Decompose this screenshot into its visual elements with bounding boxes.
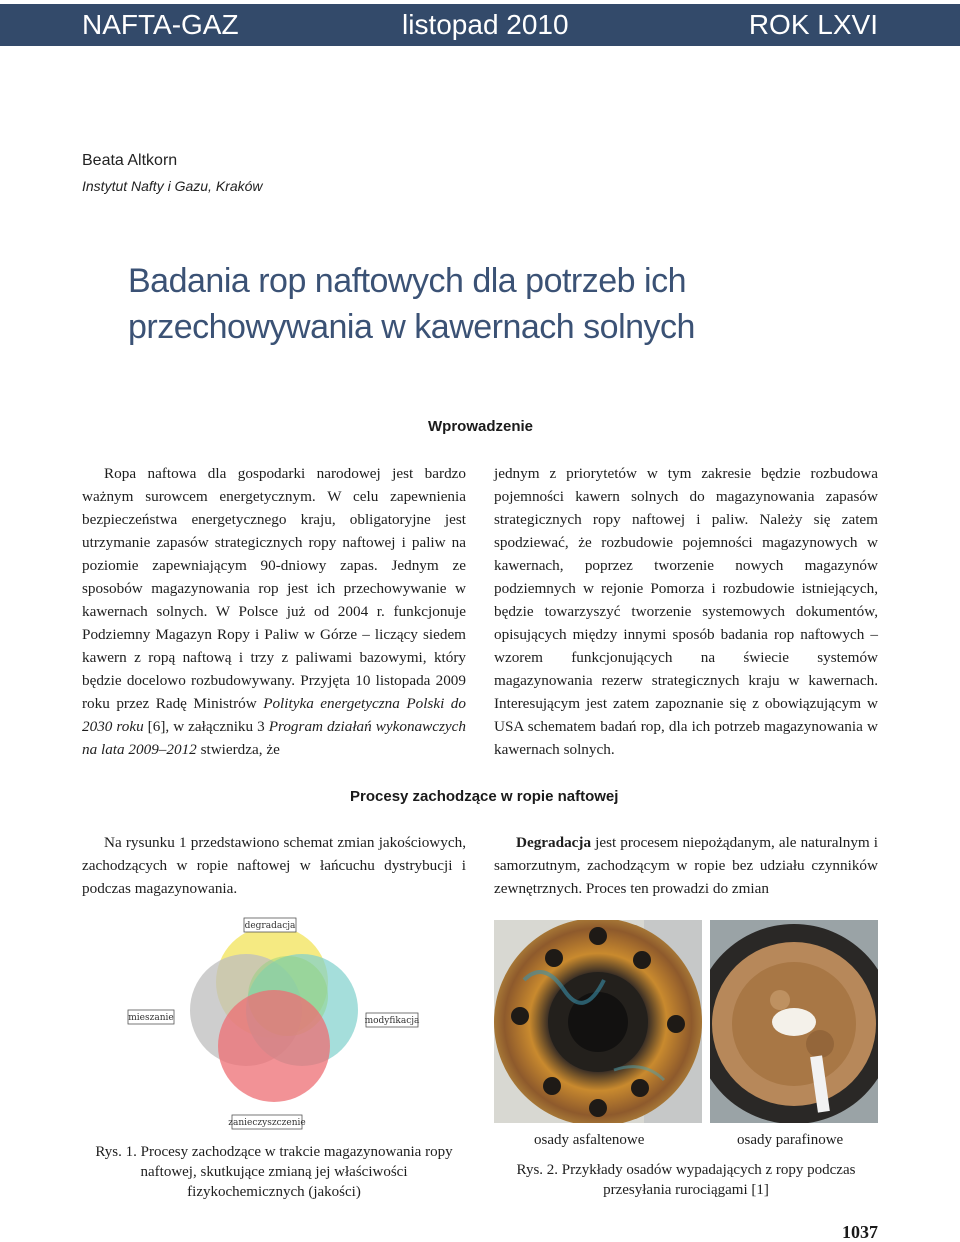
author-affiliation: Instytut Nafty i Gazu, Kraków — [82, 178, 263, 194]
journal-volume: ROK LXVI — [748, 9, 878, 40]
title-line-1: Badania rop naftowych dla potrzeb ich — [128, 262, 686, 300]
journal-name: NAFTA-GAZ — [82, 9, 239, 40]
label-mixing: mieszanie — [128, 1013, 174, 1023]
intro-continuation: jednym z priorytetów w tym zakresie będzie rozbudowa pojemności kawern solnych do magazynowania zapasów strategicznych ropy naftowej i paliw. Należy się zatem spodziewać, że rozbudowie pojemności magazynowych w kawernach, poprzez tworzenie nowych magazynów podziemnych w rejonie Pomorza i rozbudowie istniejących, będzie towarzyszyć tworzenie systemowych dokumentów, opisujących między innymi sposób badania rop naftowych – wzorem funkcjonujących na świecie systemów magazynowania rezerw strategicznych kraju w kawernach. Interesującym jest zatem zapoznanie się z obowiązującym w USA schematem badań rop, dla ich potrzeb magazynowania w kawernach solnych. — [494, 465, 878, 758]
page-number: 1037 — [842, 1222, 878, 1242]
asphaltene-pipe-image — [494, 920, 702, 1123]
processes-left-column — [82, 831, 466, 900]
venn-circle-contamination — [218, 990, 330, 1102]
processes-right-column — [494, 831, 878, 900]
title-line-2: przechowywania w kawernach solnych — [128, 308, 695, 346]
photo-label-paraffin: osady parafinowe — [737, 1132, 844, 1148]
venn-svg — [120, 912, 440, 1134]
label-box-modification — [365, 1013, 420, 1027]
section-heading-intro: Wprowadzenie — [428, 418, 534, 435]
label-modification: modyfikacja — [364, 1016, 420, 1026]
figure-1-venn-diagram — [120, 912, 440, 1134]
photo-asphaltene-deposits — [494, 920, 702, 1123]
label-degradation: degradacja — [244, 921, 296, 931]
section-heading-processes: Procesy zachodzące w ropie naftowej — [350, 788, 619, 805]
degradation-text: jest procesem niepożądanym, ale naturalnym i samorzutnym, zachodzącym w ropie bez udziału czynników zewnętrznych. Proces ten prowadzi do zmian — [494, 834, 878, 897]
processes-paragraph: Na rysunku 1 przedstawiono schemat zmian jakościowych, zachodzących w ropie naftowej w łańcuchu dystrybucji i podczas magazynowania. — [82, 834, 466, 897]
label-contamination: zanieczyszczenie — [228, 1118, 306, 1128]
intro-right-column — [494, 462, 878, 761]
intro-text-a: Ropa naftowa dla gospodarki narodowej jest bardzo ważnym surowcem energetycznym. W celu zapewnienia bezpieczeństwa energetycznego kraju, obligatoryjne jest utrzymanie zapasów strategicznych ropy naftowej i paliw na poziomie zapewniającym 90-dniowy zapas. Jednym ze sposobów magazynowania rop jest ich przechowywanie w kawernach solnych. W Polsce już od 2004 r. funkcjonuje Podziemny Magazyn Ropy i Paliw w Górze – liczący siedem kawern z ropą naftową i trzy z paliwami bazowymi, który będzie docelowo rozbudowywany. Przyjęta 10 listopada 2009 roku przez Radę Ministrów — [82, 465, 466, 712]
intro-cited-title-2: Program działań wykonawczych na lata 2009–2012 — [82, 718, 466, 758]
label-box-contamination — [228, 1115, 305, 1129]
photo-label-asphaltene: osady asfaltenowe — [534, 1132, 645, 1148]
paper-title — [128, 258, 848, 350]
photo-paraffin-deposits — [710, 920, 878, 1123]
issue-date: listopad 2010 — [402, 9, 569, 40]
figure-2-caption: Rys. 2. Przykłady osadów wypadających z ropy podczas przesyłania rurociągami [1] — [516, 1162, 856, 1198]
paraffin-pipe-image — [710, 920, 878, 1123]
label-box-degradation — [244, 918, 296, 932]
intro-text-b: [6], w załączniku 3 — [143, 718, 269, 735]
label-box-mixing — [128, 1010, 174, 1024]
degradation-paragraph — [494, 831, 878, 900]
intro-text-c: stwierdza, że — [196, 741, 280, 758]
journal-header — [0, 4, 960, 46]
intro-cited-title-1: Polityka energetyczna Polski do 2030 roku — [82, 695, 466, 735]
figure-1-caption: Rys. 1. Procesy zachodzące w trakcie magazynowania ropy naftowej, skutkujące zmianą jej właściwości fizykochemicznych (jakości) — [95, 1144, 453, 1200]
degradation-term: Degradacja — [516, 834, 592, 851]
author-name: Beata Altkorn — [82, 152, 178, 169]
intro-paragraph — [82, 462, 466, 761]
intro-left-column — [82, 462, 466, 761]
